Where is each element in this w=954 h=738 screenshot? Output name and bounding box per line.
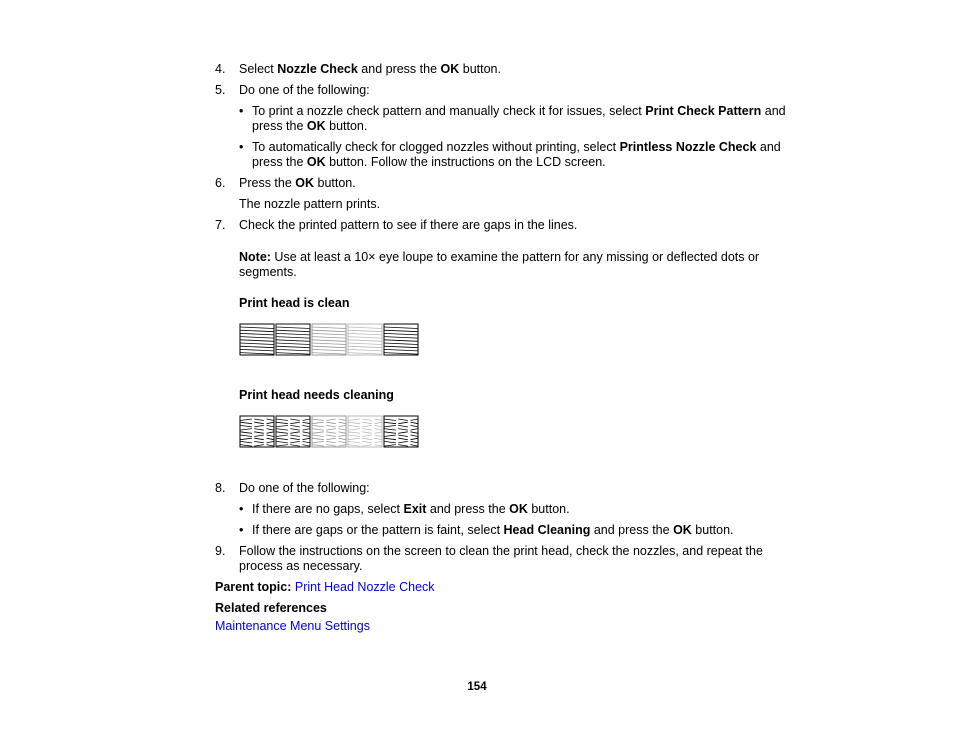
button-name: OK [306,155,326,169]
parent-topic-label: Parent topic: [215,580,292,594]
button-name: OK [673,523,692,537]
nozzle-pattern-block [240,324,274,355]
step-8-bullet-2 [252,523,734,538]
menu-item-name: Head Cleaning [503,523,591,537]
text: and [761,104,786,118]
step-6-text [239,176,356,191]
step-5-bullet-1-line-2 [252,119,367,134]
clean-pattern-label: Print head is clean [239,296,350,310]
dirty-pattern-label: Print head needs cleaning [239,388,394,402]
step-8-text: Do one of the following: [239,481,370,495]
menu-item-name: Printless Nozzle Check [619,140,757,154]
button-name: OK [440,62,460,76]
step-number: 7. [215,218,226,232]
page-number: 154 [467,681,487,693]
related-references-item [215,619,370,634]
note-line-1 [239,250,759,265]
text: button. Follow the instructions on the LCD screen. [325,155,606,169]
button-name: OK [509,502,528,516]
text: button. [459,62,501,76]
nozzle-pattern-block [312,416,346,447]
text: press the [252,155,307,169]
related-references-heading: Related references [215,601,327,615]
bullet: • [239,502,244,516]
step-4-text [239,62,501,77]
step-number: 8. [215,481,226,495]
step-6-result: The nozzle pattern prints. [239,197,381,211]
text: Use at least a 10× eye loupe to examine the pattern for any missing or deflected dots or [270,250,760,264]
menu-item-name: Nozzle Check [277,62,358,76]
menu-item-name: Exit [403,502,427,516]
nozzle-pattern-block [312,324,346,355]
text: button. [691,523,734,537]
step-7-text: Check the printed pattern to see if there are gaps in the lines. [239,218,578,232]
text: button. [527,502,570,516]
text: button. [325,119,368,133]
step-8-bullet-1 [252,502,570,517]
text: To automatically check for clogged nozzles without printing, select [252,140,620,154]
text: press the [252,119,307,133]
bullet: • [239,104,244,118]
step-9-line-2: process as necessary. [239,559,363,573]
text: If there are no gaps, select [252,502,404,516]
bullet: • [239,140,244,154]
button-name: OK [306,119,326,133]
note-line-2: segments. [239,265,297,279]
parent-topic [215,580,435,595]
nozzle-pattern-block [276,324,310,355]
text: and [756,140,781,154]
step-number: 6. [215,176,226,190]
text: and press the [590,523,674,537]
step-number: 9. [215,544,226,558]
bullet: • [239,523,244,537]
step-5-bullet-2-line-1 [252,140,781,155]
button-name: OK [295,176,315,190]
menu-item-name: Print Check Pattern [645,104,762,118]
text: To print a nozzle check pattern and manually check it for issues, select [252,104,646,118]
nozzle-pattern-block [276,416,310,447]
text: Press the [239,176,296,190]
text: If there are gaps or the pattern is faint, select [252,523,504,537]
nozzle-pattern-block [240,416,274,447]
maintenance-menu-settings-link[interactable]: Maintenance Menu Settings [215,619,370,633]
nozzle-pattern-block [348,324,382,355]
step-5-bullet-1-line-1 [252,104,786,119]
text: button. [314,176,356,190]
dirty-nozzle-pattern-image [239,415,421,448]
step-number: 5. [215,83,226,97]
note-label: Note: [239,250,271,264]
step-5-bullet-2-line-2 [252,155,606,170]
step-5-text: Do one of the following: [239,83,370,97]
clean-nozzle-pattern-image [239,323,421,356]
nozzle-pattern-block [384,324,418,355]
step-number: 4. [215,62,226,76]
step-9-line-1: Follow the instructions on the screen to clean the print head, check the nozzles, and repeat the [239,544,763,558]
text: Select [239,62,278,76]
nozzle-pattern-block [348,416,382,447]
nozzle-pattern-block [384,416,418,447]
parent-topic-link[interactable]: Print Head Nozzle Check [294,580,435,594]
text: and press the [357,62,441,76]
text: and press the [426,502,510,516]
